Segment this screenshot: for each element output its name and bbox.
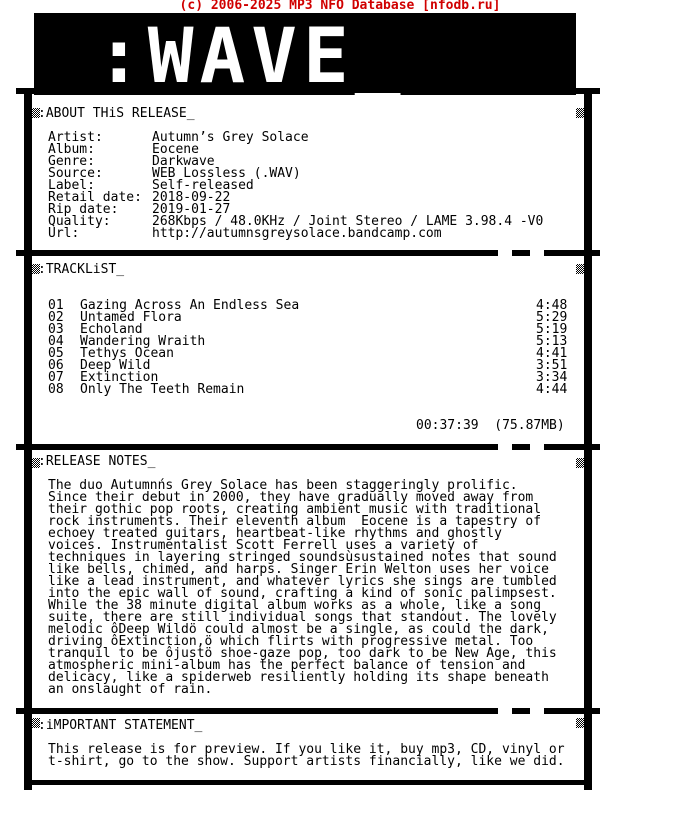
dither-corner	[576, 264, 584, 274]
divider-gap	[530, 708, 544, 714]
important-statement	[48, 744, 588, 768]
track-title: Only The Teeth Remain	[80, 382, 245, 397]
field-label: Retail date:	[48, 190, 142, 205]
track-number: 02	[48, 310, 64, 325]
notes-line: driving ôExtinction,ö which flirts with progressive metal. Too	[48, 634, 534, 649]
section-title-notes: :RELEASE NOTES_	[38, 454, 156, 469]
section-title-about: :ABOUT THiS RELEASE_	[38, 106, 195, 121]
field-value: WEB Lossless (.WAV)	[152, 166, 301, 181]
notes-line: Since their debut in 2000, they have gradually moved away from	[48, 490, 534, 505]
dither-corner	[576, 718, 584, 728]
divider-3	[16, 708, 600, 714]
track-number: 06	[48, 358, 64, 373]
track-duration: 3:51	[536, 358, 568, 373]
track-number: 03	[48, 322, 64, 337]
notes-line: melodic ôDeep Wildö could almost be a single, as could the dark,	[48, 622, 549, 637]
field-value: Darkwave	[152, 154, 215, 169]
track-number: 07	[48, 370, 64, 385]
track-duration: 5:13	[536, 334, 568, 349]
notes-line: While the 38 minute digital album works as a whole, like a song	[48, 598, 542, 613]
dither-corner	[576, 458, 584, 468]
divider-gap	[530, 250, 544, 256]
notes-line: their gothic pop roots, creating ambient music with traditional	[48, 502, 542, 517]
field-label: Label:	[48, 178, 95, 193]
track-title: Echoland	[80, 322, 143, 337]
field-value: http://autumnsgreysolace.bandcamp.com	[152, 226, 442, 241]
field-value: 2018-09-22	[152, 190, 231, 205]
notes-line: The duo Autumnńs Grey Solace has been staggeringly prolific.	[48, 478, 518, 493]
dither-corner	[576, 108, 584, 118]
track-duration: 5:19	[536, 322, 568, 337]
track-number: 05	[48, 346, 64, 361]
track-title: Deep Wild	[80, 358, 151, 373]
total-duration: 00:37:39 (75.87MB)	[416, 418, 565, 433]
notes-line: techniques in layering stringed soundsùsustained notes that sound	[48, 550, 557, 565]
track-number: 08	[48, 382, 64, 397]
field-label: Artist:	[48, 130, 103, 145]
release-notes	[48, 480, 588, 696]
notes-line: delicacy, like a spiderweb resiliently holding its shape beneath	[48, 670, 549, 685]
statement-line: This release is for preview. If you like it, buy mp3, CD, vinyl or	[48, 742, 565, 757]
track-title: Untamed Flora	[80, 310, 182, 325]
divider-1	[16, 250, 600, 256]
field-label: Url:	[48, 226, 80, 241]
field-label: Rip date:	[48, 202, 119, 217]
bottom-border	[24, 780, 592, 785]
track-title: Extinction	[80, 370, 159, 385]
divider-2	[16, 444, 600, 450]
section-title-tracklist: :TRACKLiST_	[38, 262, 125, 277]
field-label: Quality:	[48, 214, 111, 229]
divider-gap	[498, 250, 512, 256]
notes-line: like a lead instrument, and whatever lyrics she sings are tumbled	[48, 574, 557, 589]
divider-gap	[530, 444, 544, 450]
divider-gap	[498, 708, 512, 714]
notes-line: tranquil to be ôjustö shoe-gaze pop, too dark to be New Age, this	[48, 646, 557, 661]
track-title: Gazing Across An Endless Sea	[80, 298, 300, 313]
field-label: Album:	[48, 142, 95, 157]
notes-line: suite, there are still individual songs that standout. The lovely	[48, 610, 557, 625]
field-value: 268Kbps / 48.0KHz / Joint Stereo / LAME 3.98.4 -V0	[152, 214, 544, 229]
field-value: 2019-01-27	[152, 202, 231, 217]
notes-line: like bells, chimed, and harps. Singer Erin Welton uses her voice	[48, 562, 549, 577]
field-label: Genre:	[48, 154, 95, 169]
field-value: Self-released	[152, 178, 254, 193]
left-border	[24, 94, 32, 790]
track-duration: 4:48	[536, 298, 568, 313]
notes-line: an onslaught of rain.	[48, 682, 213, 697]
statement-line: t-shirt, go to the show. Support artists financially, like we did.	[48, 754, 565, 769]
field-value: Autumn’s Grey Solace	[152, 130, 309, 145]
track-duration: 3:34	[536, 370, 568, 385]
track-duration: 4:44	[536, 382, 568, 397]
track-duration: 5:29	[536, 310, 568, 325]
field-label: Source:	[48, 166, 103, 181]
notes-line: into the epic wall of sound, crafting a kind of sonic palimpsest.	[48, 586, 557, 601]
track-title: Tethys Ocean	[80, 346, 174, 361]
track-duration: 4:41	[536, 346, 568, 361]
notes-line: atmospheric mini-album has the perfect balance of tension and	[48, 658, 526, 673]
credit-line: (c) 2006-2025 MP3 NFO Database [nfodb.ru]	[179, 0, 501, 13]
notes-line: rock instruments. Their eleventh album Eocene is a tapestry of	[48, 514, 542, 529]
notes-line: echoey treated guitars, heartbeat-like rhythms and ghostly	[48, 526, 502, 541]
field-value: Eocene	[152, 142, 199, 157]
track-number: 04	[48, 334, 64, 349]
track-number: 01	[48, 298, 64, 313]
track-title: Wandering Wraith	[80, 334, 206, 349]
wave-logo: :WAVE_	[96, 11, 407, 100]
notes-line: voices. Instrumentalist Scott Ferrell uses a variety of	[48, 538, 479, 553]
divider-gap	[498, 444, 512, 450]
section-title-statement: :iMPORTANT STATEMENT_	[38, 718, 203, 733]
